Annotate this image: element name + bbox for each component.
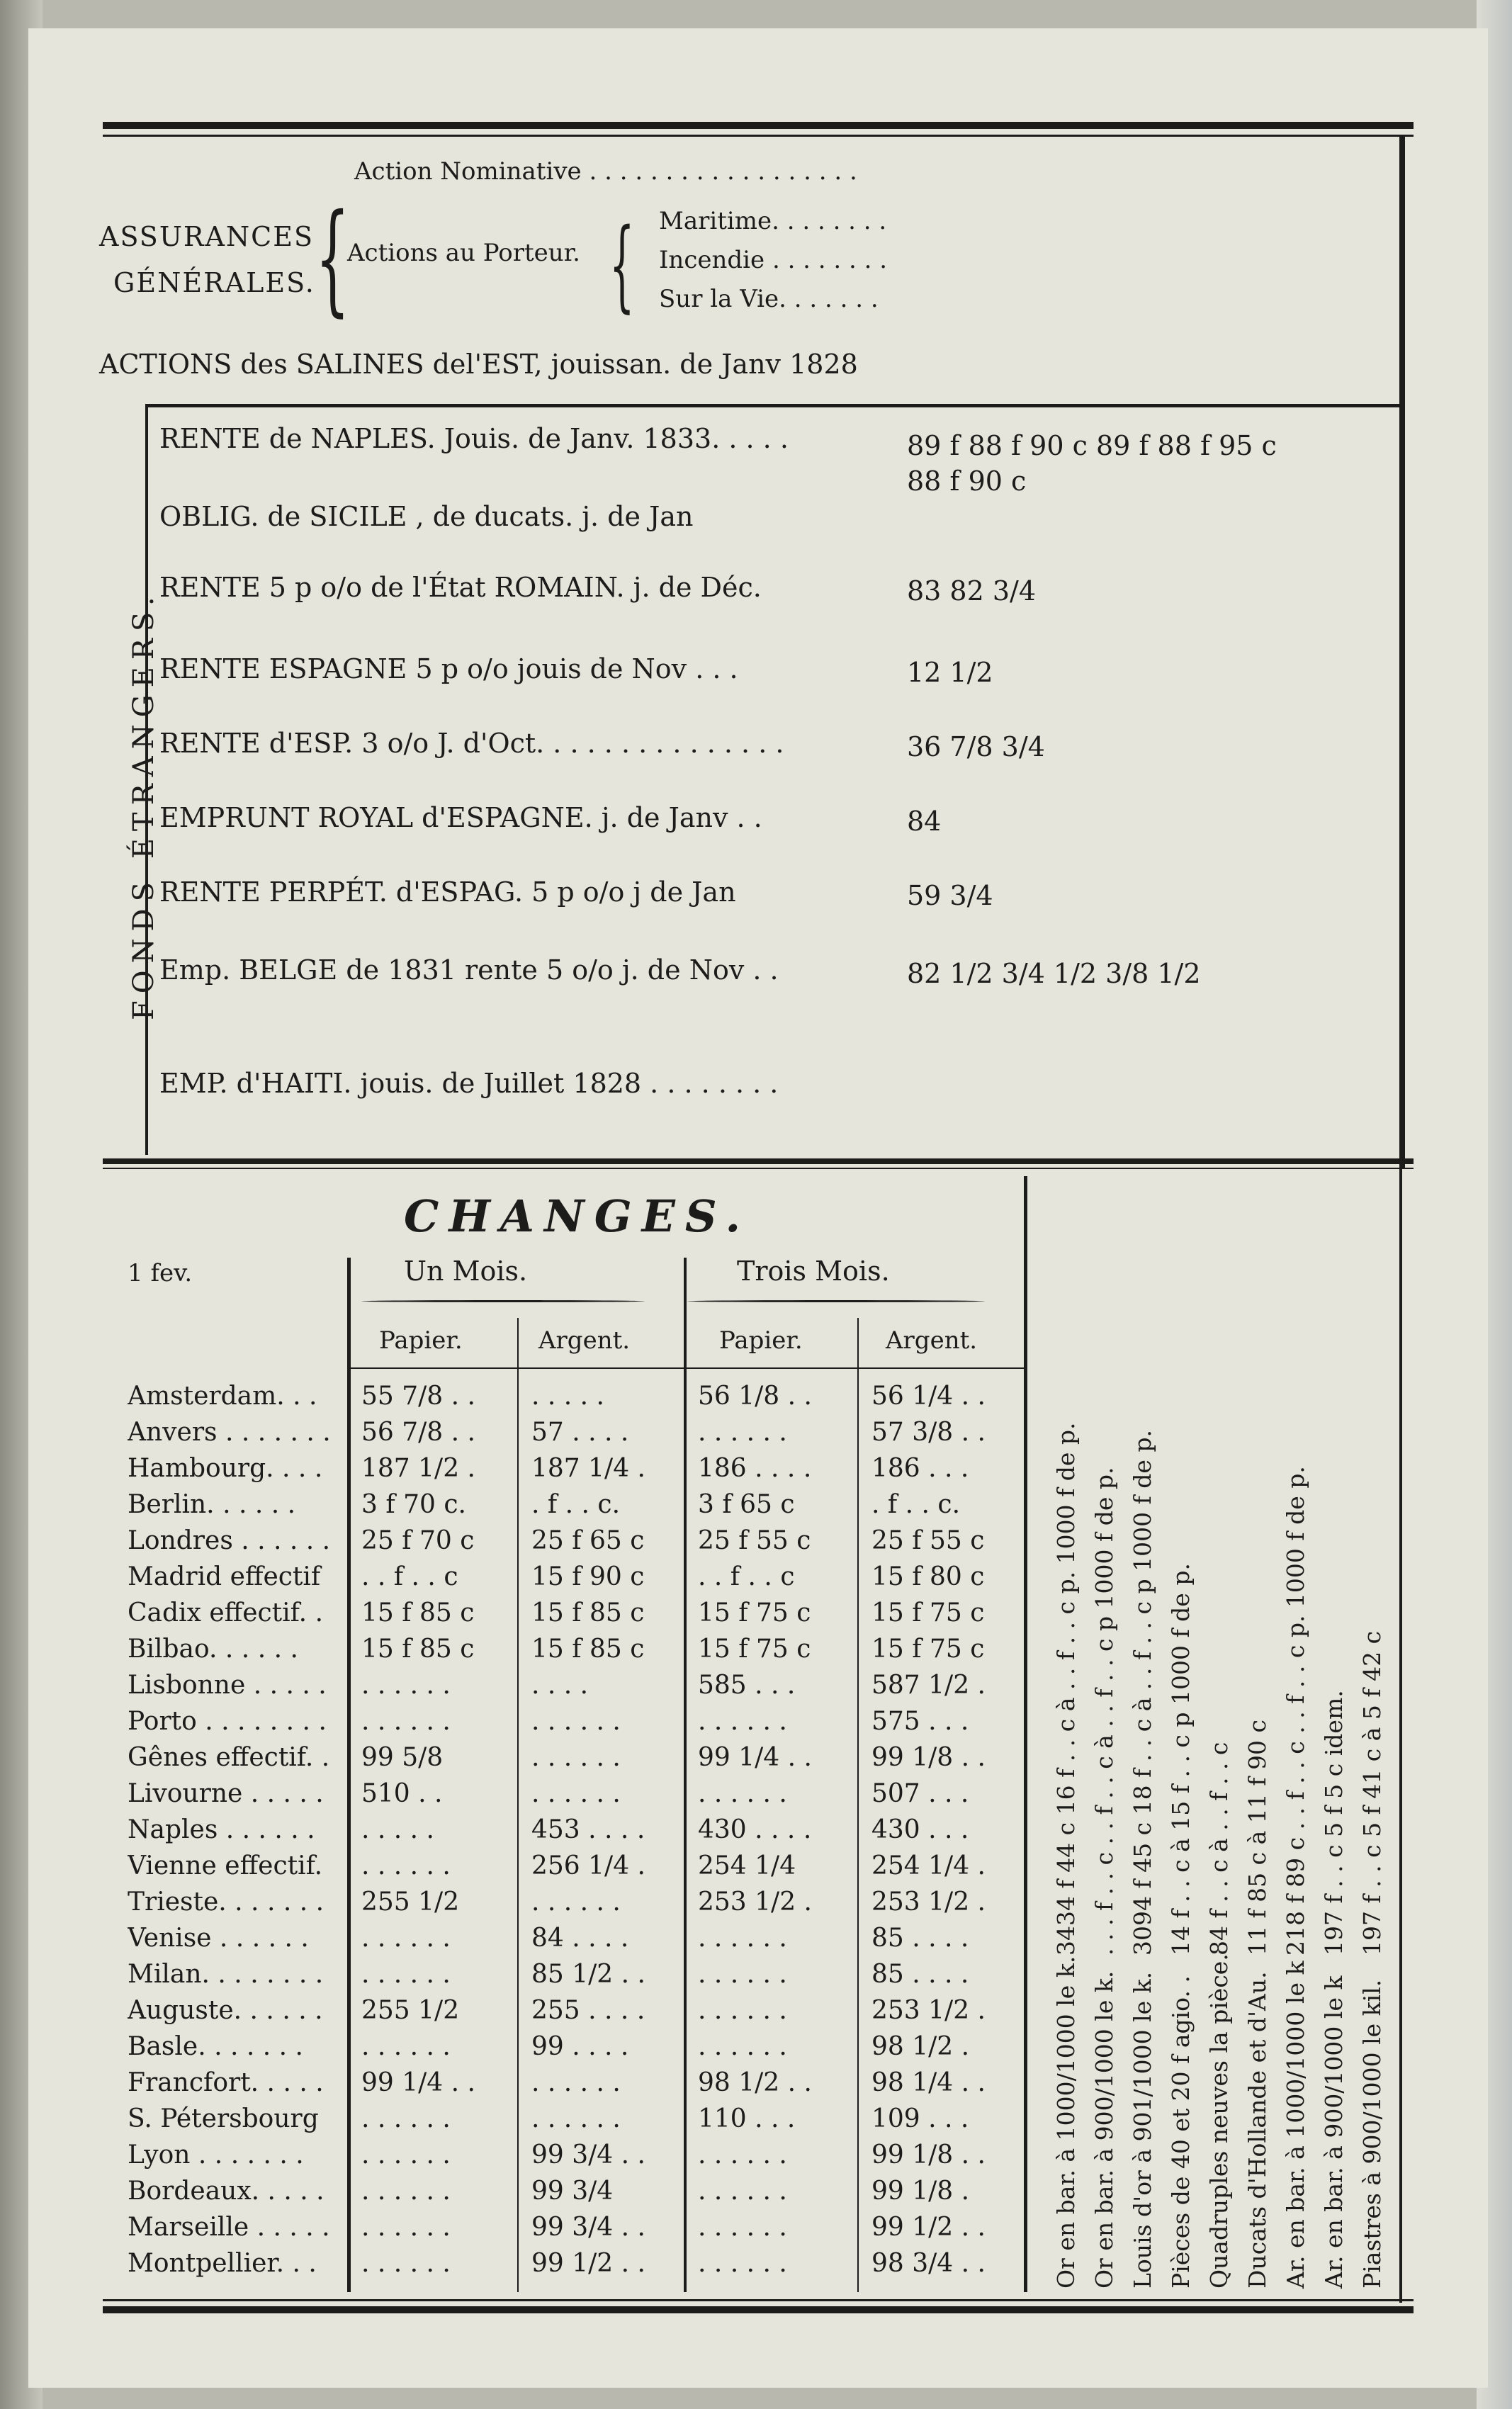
city-cell: Bordeaux. . . . . bbox=[128, 2177, 325, 2206]
fonds-top-rule bbox=[145, 404, 1403, 407]
trois-argent-column bbox=[871, 1382, 1020, 2285]
metal-label: Ducats d'Hollande et d'Au. bbox=[1243, 1971, 1271, 2289]
bottom-border-heavy bbox=[103, 2306, 1414, 2313]
rate-cell: . . . . . . bbox=[531, 1707, 621, 1736]
rate-cell: 99 3/4 . . bbox=[531, 2140, 645, 2170]
rate-cell: . . . . . . bbox=[361, 1924, 451, 1953]
fonds-row-value: 59 3/4 bbox=[907, 880, 993, 911]
fonds-row-value: 84 bbox=[907, 806, 942, 837]
rate-cell: . . f . . c bbox=[698, 1562, 795, 1591]
metal-label: Piastres à 900/1000 le kil. bbox=[1358, 1979, 1386, 2289]
fonds-row-name: RENTE 5 p o/o de l'État ROMAIN. j. de Déc. bbox=[159, 572, 762, 603]
rate-cell: 98 1/2 . bbox=[871, 2032, 970, 2061]
rate-cell: . . . . . . bbox=[531, 1779, 621, 1808]
rate-cell: 98 3/4 . . bbox=[871, 2249, 986, 2278]
city-cell: Venise . . . . . . bbox=[128, 1924, 309, 1953]
changes-date: 1 fev. bbox=[128, 1259, 193, 1287]
metal-label: Ar. en bar. à 900/1000 le k bbox=[1320, 1975, 1348, 2289]
right-border-bottom bbox=[1399, 1169, 1402, 2303]
rate-cell: 453 . . . . bbox=[531, 1815, 645, 1844]
document-page bbox=[28, 28, 1488, 2388]
rate-cell: 99 1/4 . . bbox=[361, 2068, 475, 2097]
col-rule bbox=[517, 1318, 519, 2292]
rate-cell: . . . . . bbox=[531, 1382, 604, 1411]
city-cell: Berlin. . . . . . bbox=[128, 1490, 296, 1519]
rate-cell: 98 1/2 . . bbox=[698, 2068, 812, 2097]
rate-cell: 15 f 80 c bbox=[871, 1562, 985, 1591]
rate-cell: 254 1/4 . bbox=[871, 1851, 986, 1880]
rate-cell: 99 1/2 . . bbox=[531, 2249, 645, 2278]
rate-cell: . . . . . . bbox=[698, 2249, 787, 2278]
fonds-row-value: 36 7/8 3/4 bbox=[907, 731, 1045, 762]
rate-cell: 15 f 85 c bbox=[361, 1598, 475, 1627]
rate-cell: 15 f 75 c bbox=[698, 1598, 811, 1627]
metal-label: Quadruples neuves la pièce. bbox=[1205, 1953, 1233, 2289]
metal-rate: 218 f 89 c . . f . . c . . f . . c p. 1000 f de p. bbox=[1282, 1466, 1309, 1956]
assurances-title-1: ASSURANCES bbox=[99, 221, 315, 252]
rate-cell: 55 7/8 . . bbox=[361, 1382, 475, 1411]
rate-cell: 99 3/4 . . bbox=[531, 2213, 645, 2242]
rate-cell: 15 f 90 c bbox=[531, 1562, 645, 1591]
rate-cell: . . . . . . bbox=[698, 1996, 787, 2025]
rate-cell: 57 . . . . bbox=[531, 1418, 629, 1447]
rate-cell: . . . . . . bbox=[698, 1707, 787, 1736]
rate-cell: 25 f 55 c bbox=[871, 1526, 985, 1555]
rate-cell: . . . . . . bbox=[361, 2140, 451, 2170]
city-cell: Gênes effectif. . bbox=[128, 1743, 330, 1772]
rate-cell: 253 1/2 . bbox=[871, 1888, 986, 1917]
city-cell: Porto . . . . . . . . bbox=[128, 1707, 327, 1736]
rate-cell: 3 f 70 c. bbox=[361, 1490, 466, 1519]
rate-cell: 15 f 75 c bbox=[871, 1635, 985, 1664]
changes-top-rule-thin bbox=[103, 1168, 1414, 1169]
rate-cell: 85 . . . . bbox=[871, 1960, 969, 1989]
rate-cell: 430 . . . bbox=[871, 1815, 969, 1844]
top-border bbox=[103, 122, 1414, 129]
rate-cell: 84 . . . . bbox=[531, 1924, 629, 1953]
city-cell: Vienne effectif. bbox=[128, 1851, 323, 1880]
papier-header: Papier. bbox=[719, 1326, 803, 1355]
metal-label: Pièces de 40 et 20 f agio. . bbox=[1167, 1975, 1195, 2289]
rate-cell: 85 . . . . bbox=[871, 1924, 969, 1953]
rate-cell: . . . . . . bbox=[531, 1888, 621, 1917]
rate-cell: 99 1/8 . . bbox=[871, 1743, 986, 1772]
sur-la-vie: Sur la Vie. . . . . . . bbox=[659, 285, 879, 313]
metal-rate: 197 f . . c 5 f 5 c idem. bbox=[1320, 1690, 1348, 1956]
fonds-row-name: EMP. d'HAITI. jouis. de Juillet 1828 . . . . . . . . bbox=[159, 1068, 779, 1099]
rate-cell: 255 1/2 bbox=[361, 1888, 460, 1917]
rate-cell: . . . . . . bbox=[698, 1924, 787, 1953]
col-rule bbox=[1024, 1176, 1027, 2292]
metal-rate: 14 f . . c à 15 f . . c p 1000 f de p. bbox=[1167, 1563, 1195, 1956]
metal-label: Ar. en bar. à 1000/1000 le k bbox=[1282, 1961, 1309, 2289]
top-border-thin bbox=[103, 135, 1414, 137]
metal-label: Or en bar. à 900/1000 le k. bbox=[1090, 1970, 1118, 2289]
rate-cell: . . f . . c bbox=[361, 1562, 458, 1591]
metal-label: Or en bar. à 1000/1000 le k. bbox=[1052, 1956, 1080, 2289]
rate-cell: 255 . . . . bbox=[531, 1996, 645, 2025]
fonds-row-value: 12 1/2 bbox=[907, 657, 993, 688]
rate-cell: 256 1/4 . bbox=[531, 1851, 645, 1880]
fonds-row-name: EMPRUNT ROYAL d'ESPAGNE. j. de Janv . . bbox=[159, 802, 762, 833]
col-rule bbox=[347, 1258, 351, 2292]
rate-cell: 255 1/2 bbox=[361, 1996, 460, 2025]
rate-cell: . . . . . . bbox=[361, 2104, 451, 2133]
rate-cell: . . . . . . bbox=[698, 1779, 787, 1808]
action-nominative: Action Nominative . . . . . . . . . . . . . . . . . . bbox=[354, 157, 857, 186]
fonds-etrangers-label: FONDS ÉTRANGERS. bbox=[128, 589, 160, 1020]
city-cell: Lyon . . . . . . . bbox=[128, 2140, 304, 2170]
rate-cell: . . . . . . bbox=[531, 1743, 621, 1772]
city-cell: Cadix effectif. . bbox=[128, 1598, 324, 1627]
right-brace: { bbox=[609, 208, 635, 323]
city-cell: Madrid effectif bbox=[128, 1562, 321, 1591]
rate-cell: 110 . . . bbox=[698, 2104, 796, 2133]
argent-header: Argent. bbox=[538, 1326, 631, 1355]
city-cell: S. Pétersbourg bbox=[128, 2104, 319, 2133]
rate-cell: 99 1/8 . bbox=[871, 2177, 970, 2206]
rate-cell: 85 1/2 . . bbox=[531, 1960, 645, 1989]
rate-cell: 15 f 85 c bbox=[531, 1635, 645, 1664]
rate-cell: 15 f 85 c bbox=[361, 1635, 475, 1664]
rate-cell: . . . . . . bbox=[531, 2068, 621, 2097]
city-cell: Montpellier. . . bbox=[128, 2249, 317, 2278]
rate-cell: 254 1/4 bbox=[698, 1851, 796, 1880]
incendie: Incendie . . . . . . . . bbox=[659, 246, 888, 274]
rate-cell: 507 . . . bbox=[871, 1779, 969, 1808]
rate-cell: . . . . . . bbox=[361, 2032, 451, 2061]
city-cell: Marseille . . . . . bbox=[128, 2213, 330, 2242]
city-cell: Trieste. . . . . . . bbox=[128, 1888, 325, 1917]
rate-cell: 15 f 75 c bbox=[698, 1635, 811, 1664]
rate-cell: 99 5/8 bbox=[361, 1743, 444, 1772]
fonds-row-name: Emp. BELGE de 1831 rente 5 o/o j. de Nov . . bbox=[159, 954, 779, 986]
rate-cell: 99 1/8 . . bbox=[871, 2140, 986, 2170]
rate-cell: . . . . . . bbox=[698, 2213, 787, 2242]
rate-cell: . . . . . . bbox=[361, 1671, 451, 1700]
rate-cell: 25 f 55 c bbox=[698, 1526, 811, 1555]
city-cell: Francfort. . . . . bbox=[128, 2068, 324, 2097]
metal-rate: 11 f 85 c à 11 f 90 c bbox=[1243, 1720, 1271, 1956]
rate-cell: 186 . . . . bbox=[698, 1454, 812, 1483]
rate-cell: 430 . . . . bbox=[698, 1815, 812, 1844]
rate-cell: . . . . . . bbox=[698, 1960, 787, 1989]
rate-cell: 99 1/2 . . bbox=[871, 2213, 986, 2242]
city-cell: Hambourg. . . . bbox=[128, 1454, 323, 1483]
col-rule bbox=[684, 1258, 687, 2292]
fonds-row-name: RENTE ESPAGNE 5 p o/o jouis de Nov . . . bbox=[159, 653, 738, 684]
salines-row: ACTIONS des SALINES del'EST, jouissan. de Janv 1828 bbox=[99, 349, 858, 380]
rate-cell: . . . . . bbox=[361, 1815, 434, 1844]
fonds-row-value: 82 1/2 3/4 1/2 3/8 1/2 bbox=[907, 958, 1201, 989]
rate-cell: . f . . c. bbox=[531, 1490, 621, 1519]
trois-papier-column bbox=[698, 1382, 854, 2285]
rate-cell: 3 f 65 c bbox=[698, 1490, 795, 1519]
argent-header: Argent. bbox=[886, 1326, 978, 1355]
trois-mois-header: Trois Mois. bbox=[737, 1256, 890, 1287]
rate-cell: 99 1/4 . . bbox=[698, 1743, 812, 1772]
fonds-row-name: OBLIG. de SICILE , de ducats. j. de Jan bbox=[159, 501, 694, 532]
papier-header: Papier. bbox=[379, 1326, 463, 1355]
city-cell: Anvers . . . . . . . bbox=[128, 1418, 331, 1447]
rate-cell: . . . . . . bbox=[361, 2213, 451, 2242]
un-mois-header: Un Mois. bbox=[404, 1256, 528, 1287]
rate-cell: 15 f 85 c bbox=[531, 1598, 645, 1627]
rate-cell: 99 3/4 bbox=[531, 2177, 614, 2206]
city-cell: Amsterdam. . . bbox=[128, 1382, 317, 1411]
rate-cell: 253 1/2 . bbox=[871, 1996, 986, 2025]
rate-cell: 253 1/2 . bbox=[698, 1888, 812, 1917]
city-column bbox=[128, 1382, 344, 2285]
rate-cell: 56 1/4 . . bbox=[871, 1382, 986, 1411]
rate-cell: 187 1/2 . bbox=[361, 1454, 475, 1483]
actions-porteur: Actions au Porteur. bbox=[347, 239, 580, 267]
changes-title: CHANGES. bbox=[404, 1190, 751, 1242]
fonds-row-value: 83 82 3/4 bbox=[907, 575, 1037, 607]
rate-cell: 186 . . . bbox=[871, 1454, 969, 1483]
right-border-top bbox=[1399, 135, 1405, 1169]
left-brace: { bbox=[315, 188, 350, 329]
city-cell: Naples . . . . . . bbox=[128, 1815, 315, 1844]
rate-cell: 25 f 70 c bbox=[361, 1526, 475, 1555]
rate-cell: 99 . . . . bbox=[531, 2032, 629, 2061]
rate-cell: . . . . . . bbox=[698, 1418, 787, 1447]
city-cell: Livourne . . . . . bbox=[128, 1779, 324, 1808]
rate-cell: 587 1/2 . bbox=[871, 1671, 986, 1700]
city-cell: Bilbao. . . . . . bbox=[128, 1635, 298, 1664]
city-cell: Londres . . . . . . bbox=[128, 1526, 331, 1555]
fonds-row-name: RENTE d'ESP. 3 o/o J. d'Oct. . . . . . . . . . . . . . . bbox=[159, 728, 784, 759]
rate-cell: . . . . . . bbox=[361, 1707, 451, 1736]
changes-top-rule bbox=[103, 1158, 1414, 1164]
fonds-row-name: RENTE PERPÉT. d'ESPAG. 5 p o/o j de Jan bbox=[159, 876, 736, 908]
rate-cell: 510 . . bbox=[361, 1779, 443, 1808]
city-cell: Lisbonne . . . . . bbox=[128, 1671, 327, 1700]
un-papier-column bbox=[361, 1382, 514, 2285]
un-mois-brace bbox=[361, 1300, 645, 1302]
bottom-border bbox=[103, 2299, 1414, 2301]
rate-cell: . . . . . . bbox=[531, 2104, 621, 2133]
rate-cell: 575 . . . bbox=[871, 1707, 969, 1736]
fonds-row-value-2: 88 f 90 c bbox=[907, 466, 1027, 497]
rate-cell: . f . . c. bbox=[871, 1490, 961, 1519]
fonds-row-name: RENTE de NAPLES. Jouis. de Janv. 1833. . . . . bbox=[159, 423, 789, 454]
rate-cell: . . . . . . bbox=[361, 2177, 451, 2206]
metal-rate: 3434 f 44 c 16 f . . c à . . f . . c p. 1000 f de p. bbox=[1052, 1422, 1080, 1956]
city-cell: Milan. . . . . . . . bbox=[128, 1960, 324, 1989]
metal-label: Louis d'or à 901/1000 le k. bbox=[1129, 1971, 1156, 2289]
rate-cell: . . . . bbox=[531, 1671, 589, 1700]
trois-mois-brace bbox=[687, 1300, 985, 1302]
city-cell: Auguste. . . . . . bbox=[128, 1996, 323, 2025]
assurances-title-2: GÉNÉRALES. bbox=[113, 267, 315, 298]
col-rule bbox=[857, 1318, 859, 2292]
rate-cell: 57 3/8 . . bbox=[871, 1418, 986, 1447]
maritime: Maritime. . . . . . . . bbox=[659, 207, 887, 235]
rate-cell: 56 7/8 . . bbox=[361, 1418, 475, 1447]
rate-cell: . . . . . . bbox=[361, 2249, 451, 2278]
fonds-row-value: 89 f 88 f 90 c 89 f 88 f 95 c bbox=[907, 430, 1277, 461]
rate-cell: 15 f 75 c bbox=[871, 1598, 985, 1627]
rate-cell: . . . . . . bbox=[698, 2032, 787, 2061]
un-argent-column bbox=[531, 1382, 680, 2285]
rate-cell: . . . . . . bbox=[698, 2140, 787, 2170]
rate-cell: 187 1/4 . bbox=[531, 1454, 645, 1483]
metal-rate: . . . f . . c . . f . . c à . . f . . c p 1000 f de p. bbox=[1090, 1467, 1118, 1956]
rate-cell: . . . . . . bbox=[361, 1851, 451, 1880]
rate-cell: . . . . . . bbox=[361, 1960, 451, 1989]
metal-rate: 3094 f 45 c 18 f . . c à . . f . . c p 1000 f de p. bbox=[1129, 1429, 1156, 1956]
rate-cell: 585 . . . bbox=[698, 1671, 796, 1700]
header-underline bbox=[347, 1367, 1024, 1369]
rate-cell: 25 f 65 c bbox=[531, 1526, 645, 1555]
rate-cell: 98 1/4 . . bbox=[871, 2068, 986, 2097]
rate-cell: 56 1/8 . . bbox=[698, 1382, 812, 1411]
city-cell: Basle. . . . . . . bbox=[128, 2032, 303, 2061]
metal-rate: 84 f . . c à . . f . . c bbox=[1205, 1742, 1233, 1956]
rate-cell: . . . . . . bbox=[698, 2177, 787, 2206]
rate-cell: 109 . . . bbox=[871, 2104, 969, 2133]
metal-rate: 197 f . . c 5 f 41 c à 5 f 42 c bbox=[1358, 1630, 1386, 1956]
